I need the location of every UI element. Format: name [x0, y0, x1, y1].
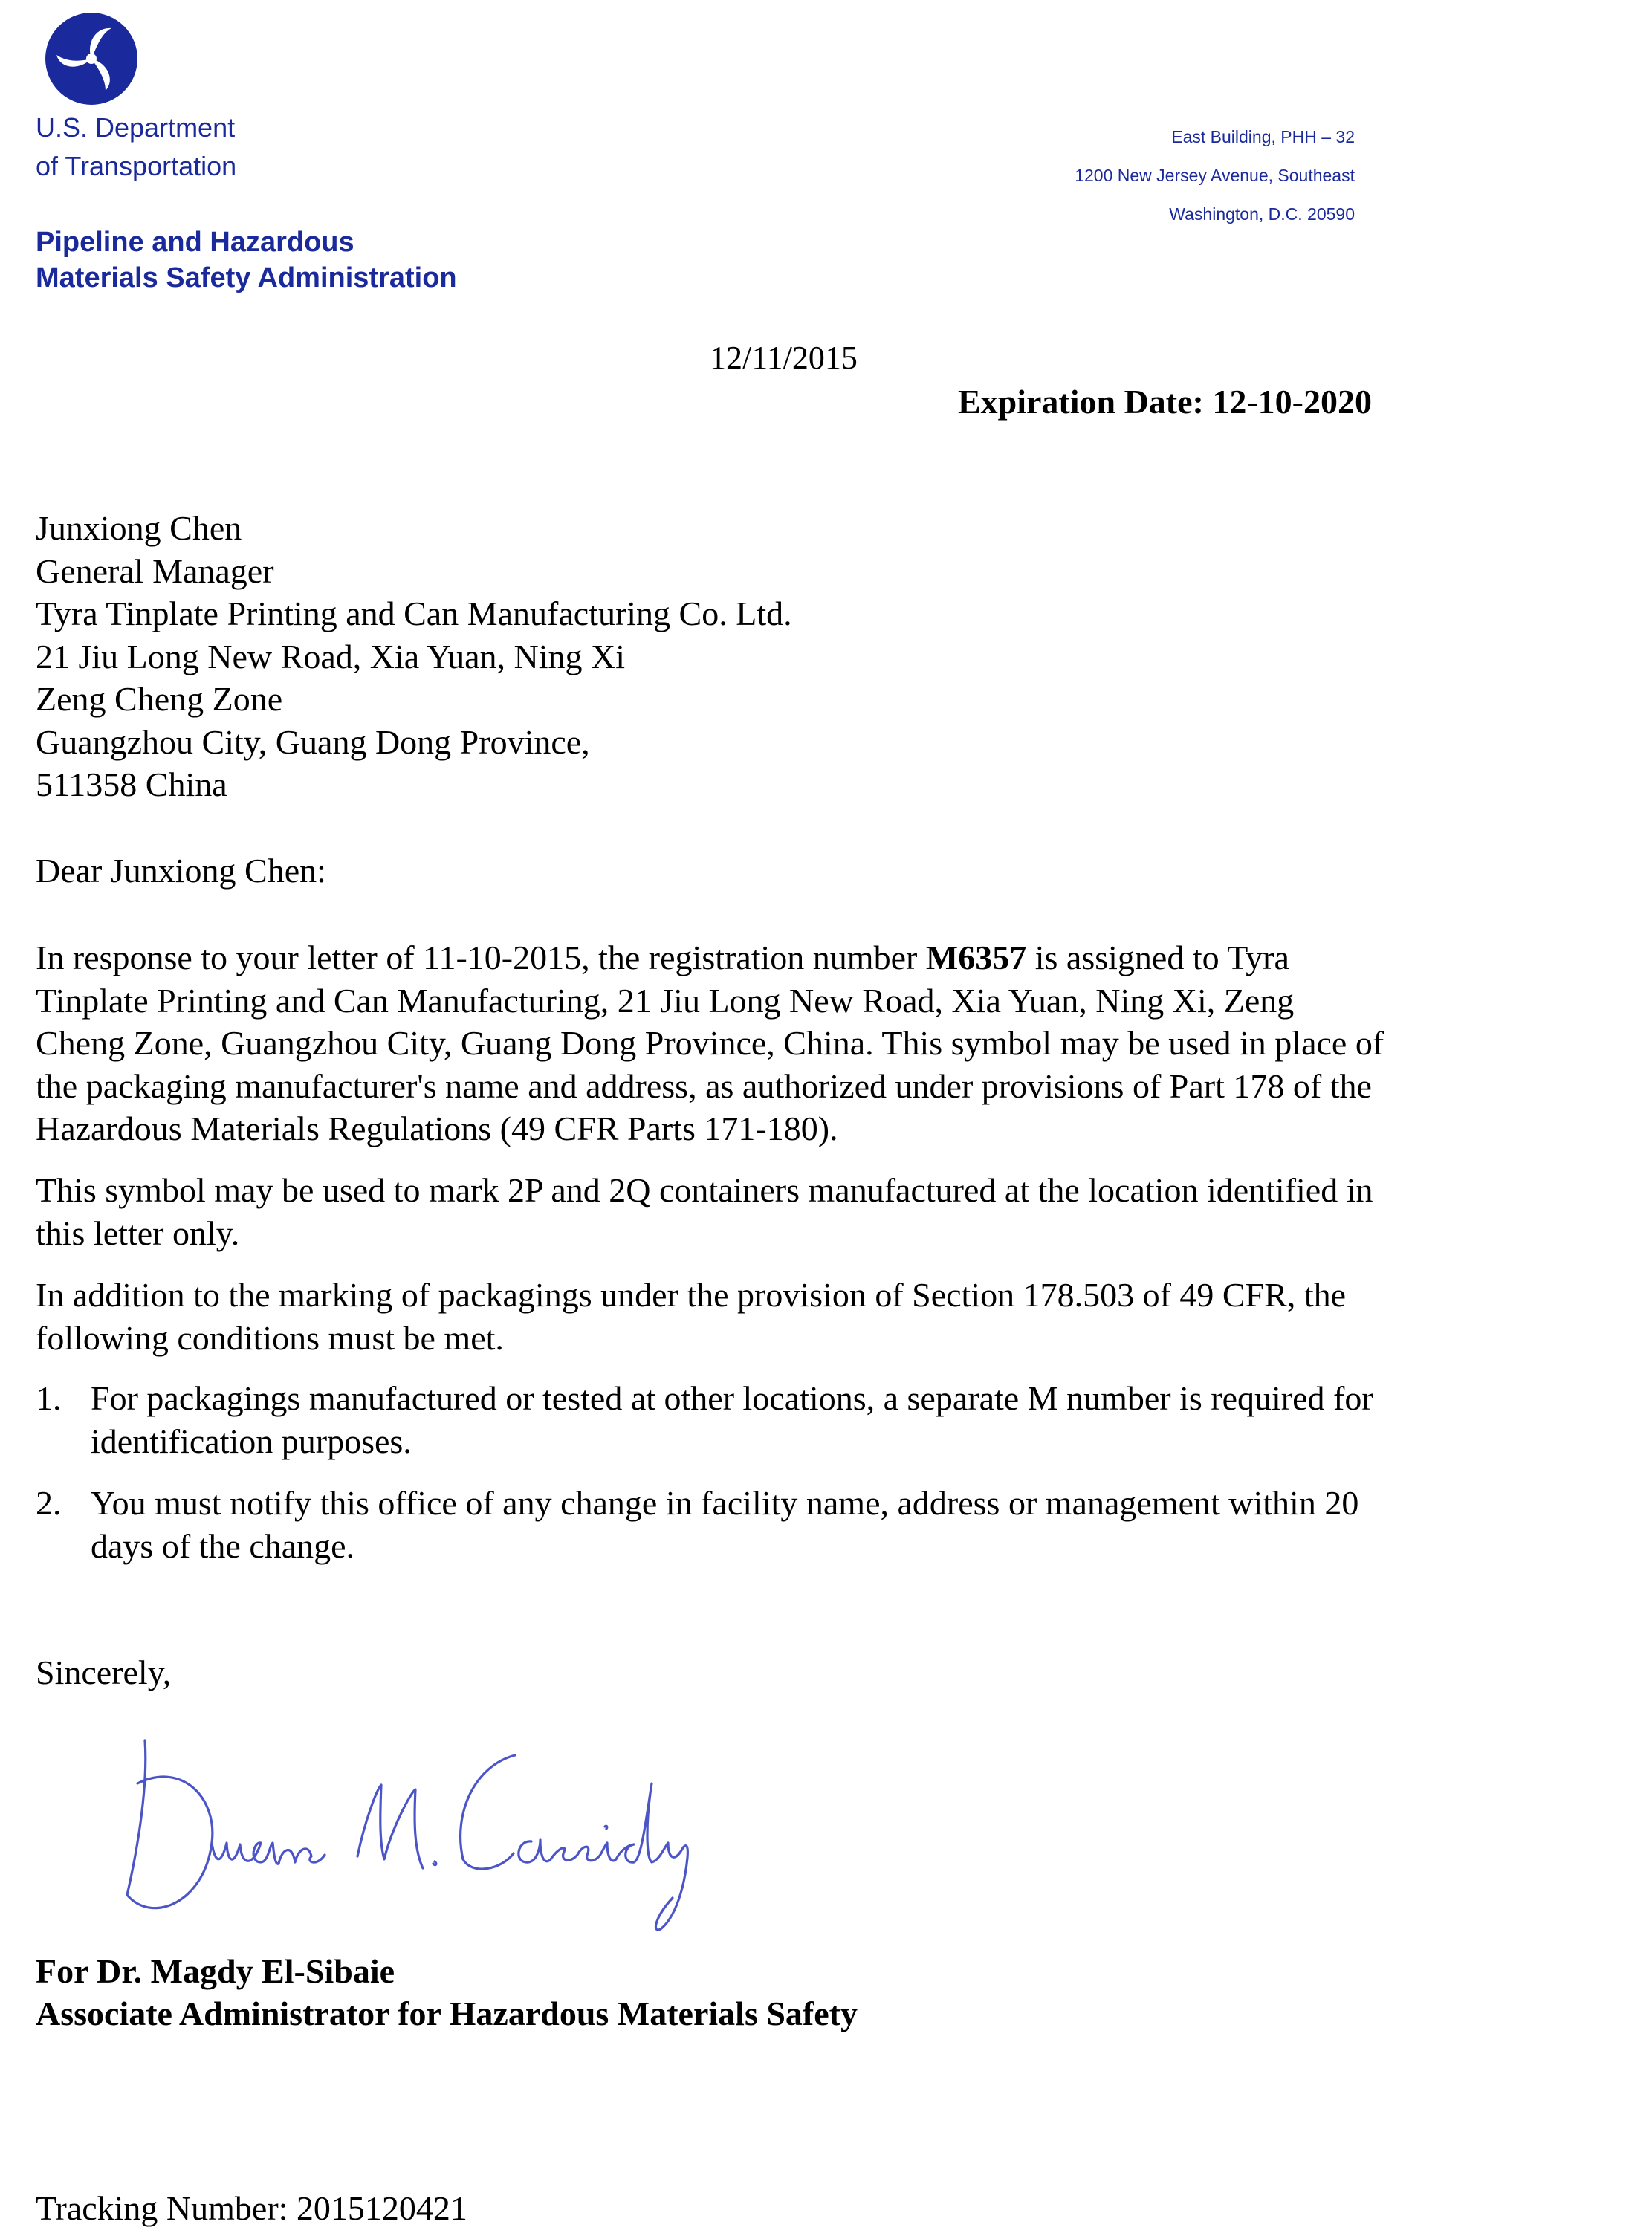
condition-list-item: [36, 1377, 1388, 1462]
address-line-3: Washington, D.C. 20590: [1169, 204, 1355, 224]
handwritten-signature: [123, 1731, 732, 1947]
recipient-address-line: Guangzhou City, Guang Dong Province,: [36, 722, 590, 761]
administration-line-1: Pipeline and Hazardous: [36, 227, 354, 258]
dot-triskelion-logo-icon: [43, 10, 140, 107]
list-number: 1.: [36, 1379, 62, 1417]
recipient-address-line: 21 Jiu Long New Road, Xia Yuan, Ning Xi: [36, 637, 625, 675]
salutation: Dear Junxiong Chen:: [36, 852, 326, 890]
address-line-2: 1200 New Jersey Avenue, Southeast: [1075, 166, 1355, 185]
registration-number: M6357: [925, 939, 1027, 976]
body-paragraph-conditions: In addition to the marking of packagings under the provision of Section 178.503 of 49 CFR, the following conditions must be met.: [36, 1276, 1347, 1357]
recipient-address-line: Zeng Cheng Zone: [36, 680, 283, 718]
recipient-block: [36, 507, 792, 806]
paragraph-text: In response to your letter of 11-10-2015, the registration number: [36, 939, 926, 976]
tracking-number: Tracking Number: 2015120421: [36, 2189, 467, 2227]
address-line-1: East Building, PHH – 32: [1171, 127, 1355, 146]
condition-list-item: [36, 1482, 1388, 1567]
recipient-name: Junxiong Chen: [36, 509, 242, 547]
signer-name: For Dr. Magdy El-Sibaie: [36, 1952, 395, 1990]
body-paragraph-registration: [36, 936, 1388, 1150]
department-line-1: U.S. Department: [36, 112, 236, 143]
department-name: [36, 108, 236, 186]
recipient-address-line: 511358 China: [36, 765, 227, 803]
expiration-date: Expiration Date: 12-10-2020: [957, 383, 1372, 421]
administration-name: [36, 224, 457, 296]
list-text: You must notify this office of any change in facility name, address or management within 20 days of the change.: [91, 1484, 1359, 1565]
recipient-title: General Manager: [36, 551, 274, 590]
department-line-2: of Transportation: [36, 151, 237, 181]
closing: Sincerely,: [36, 1653, 172, 1691]
list-number: 2.: [36, 1484, 62, 1522]
letter-date: 12/11/2015: [710, 340, 858, 376]
list-text: For packagings manufactured or tested at other locations, a separate M number is required for identification purposes.: [91, 1379, 1373, 1460]
administration-line-2: Materials Safety Administration: [36, 262, 457, 294]
body-paragraph-usage: This symbol may be used to mark 2P and 2Q containers manufactured at the location identified in this letter only.: [36, 1171, 1373, 1252]
signer-title: Associate Administrator for Hazardous Materials Safety: [36, 1995, 858, 2032]
office-address: [1075, 117, 1355, 233]
signer-block: [36, 1950, 858, 2035]
paragraph-text: is assigned to Tyra Tinplate Printing and Can Manufacturing, 21 Jiu Long New Road, Xia Yuan, Ning Xi, Zeng Cheng Zone, Guangzhou City, Guang Dong Province, China. This symbol may be used in place of the packaging manufacturer's name and address, as authorized under provisions of Part 178 of the Hazardous Materials Regulations (49 CFR Parts 171-180).: [36, 939, 1384, 1147]
recipient-company: Tyra Tinplate Printing and Can Manufacturing Co. Ltd.: [36, 594, 792, 632]
